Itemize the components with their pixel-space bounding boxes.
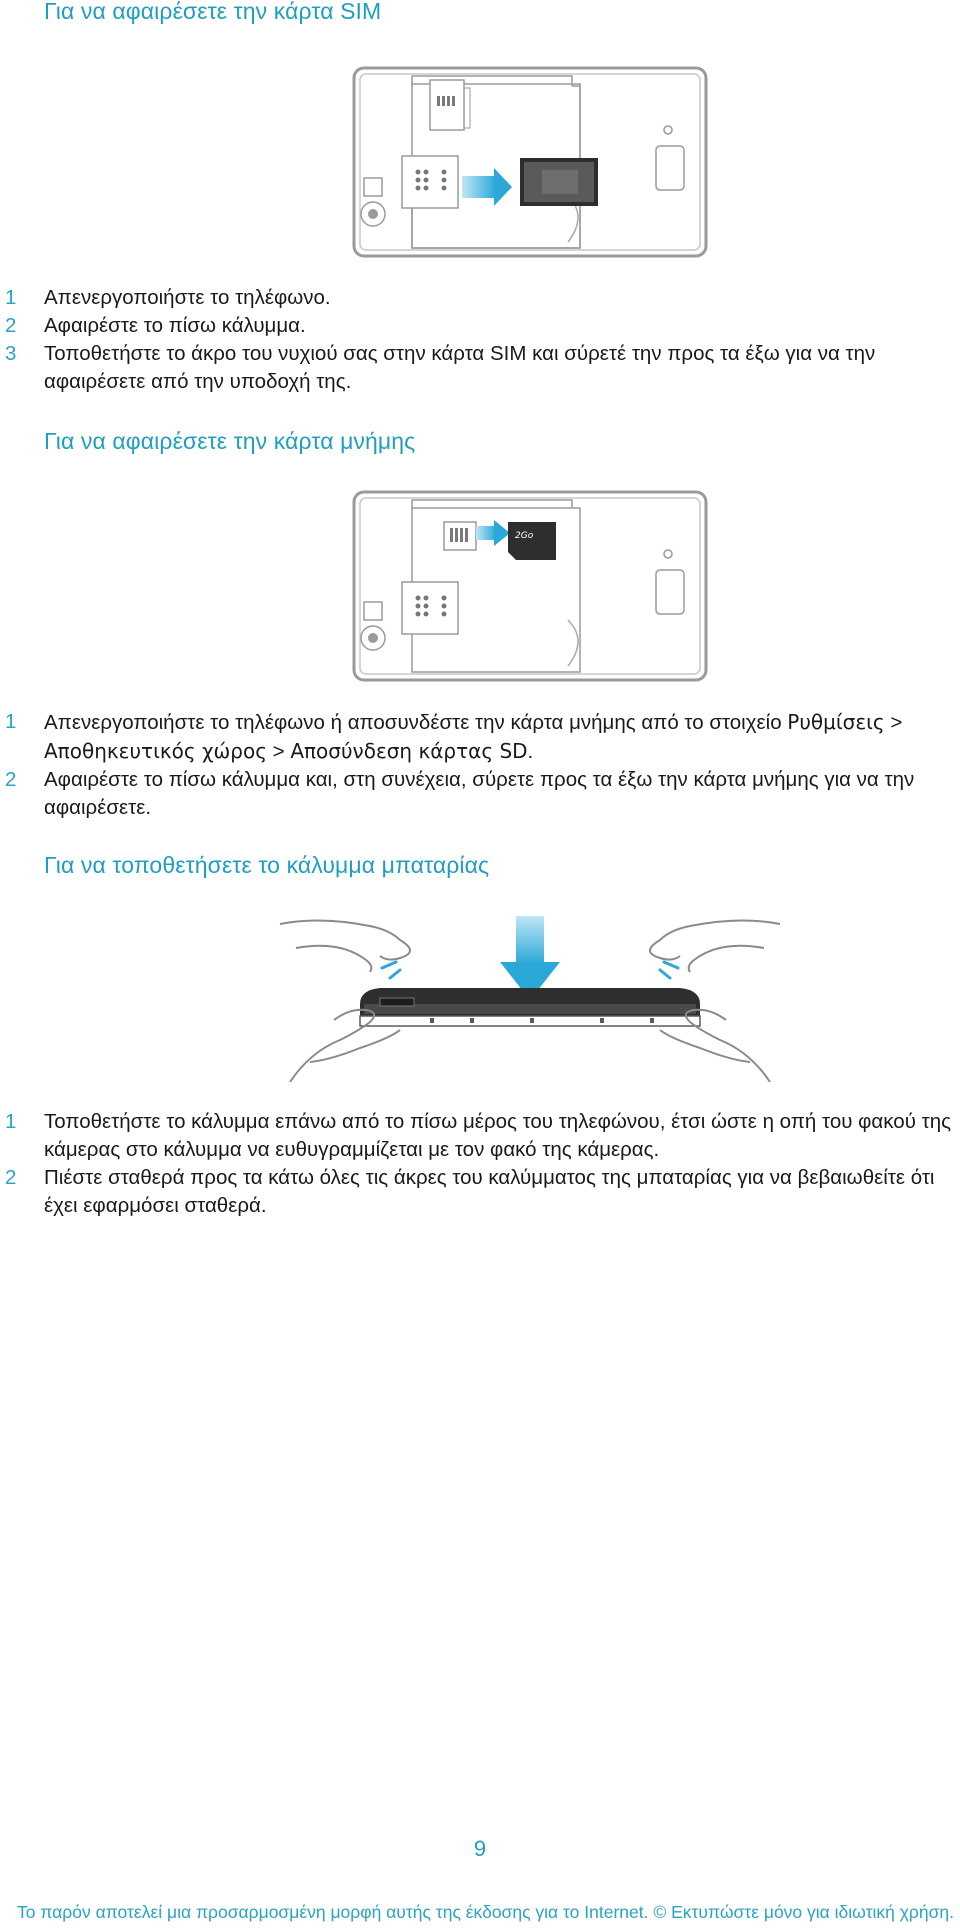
list-item (0, 766, 960, 822)
list-item (0, 284, 960, 312)
step-text: Απενεργοποιήστε το τηλέφωνο. (44, 286, 331, 309)
memory-card-removal-illustration (352, 490, 708, 687)
step-text-end: . (527, 740, 534, 763)
section-heading-sim: Για να αφαιρέσετε την κάρτα SIM (44, 0, 382, 24)
ui-path-separator: > (884, 711, 903, 734)
memory-card-label: 2Go (515, 531, 534, 541)
page-footer: Το παρόν αποτελεί μια προσαρμοσμένη μορφή αυτής της έκδοσης για το Internet. © Εκτυπώστε μόνο για ιδιωτική χρήση. (16, 1902, 954, 1922)
battery-cover-illustration (270, 912, 790, 1087)
step-number: 1 (5, 286, 17, 309)
list-item (0, 1164, 960, 1220)
step-number: 1 (5, 1110, 17, 1133)
step-number: 1 (5, 710, 17, 733)
step-number: 2 (5, 768, 17, 791)
step-text: Τοποθετήστε το κάλυμμα επάνω από το πίσω μέρος του τηλεφώνου, έτσι ώστε η οπή του φακού της κάμερας στο κάλυμμα να ευθυγραμμίζεται με τον φακό της κάμερας. (44, 1110, 951, 1161)
step-text: Αφαιρέστε το πίσω κάλυμμα και, στη συνέχεια, σύρετε προς τα έξω την κάρτα μνήμης για να την αφαιρέσετε. (44, 768, 915, 819)
list-item (0, 1108, 960, 1164)
step-text: Απενεργοποιήστε το τηλέφωνο ή αποσυνδέστε την κάρτα μνήμης από το στοιχείο (44, 711, 788, 734)
step-number: 3 (5, 342, 17, 365)
battery-cover-steps (0, 1108, 960, 1220)
list-item (0, 312, 960, 340)
ui-path-separator: > (266, 740, 291, 763)
section-heading-memory-card: Για να αφαιρέσετε την κάρτα μνήμης (44, 428, 416, 454)
step-text: Τοποθετήστε το άκρο του νυχιού σας στην κάρτα SIM και σύρετέ την προς τα έξω για να την αφαιρέσετε από την υποδοχή της. (44, 342, 876, 393)
sim-steps (0, 284, 960, 396)
section-heading-battery-cover: Για να τοποθετήσετε το κάλυμμα μπαταρίας (44, 852, 490, 878)
step-text: Πιέστε σταθερά προς τα κάτω όλες τις άκρες του καλύμματος της μπαταρίας για να βεβαιωθείτε ότι έχει εφαρμόσει σταθερά. (44, 1166, 935, 1217)
ui-path-settings: Ρυθμίσεις (787, 710, 885, 734)
page-number: 9 (473, 1836, 487, 1861)
list-item (0, 708, 960, 766)
sim-removal-illustration (352, 66, 708, 263)
step-number: 2 (5, 1166, 17, 1189)
ui-path-storage: Αποθηκευτικός χώρος (44, 739, 267, 763)
memory-card-steps (0, 708, 960, 822)
step-number: 2 (5, 314, 17, 337)
list-item (0, 340, 960, 396)
ui-path-unmount-sd: Αποσύνδεση κάρτας SD (290, 739, 528, 763)
step-text: Αφαιρέστε το πίσω κάλυμμα. (44, 314, 306, 337)
